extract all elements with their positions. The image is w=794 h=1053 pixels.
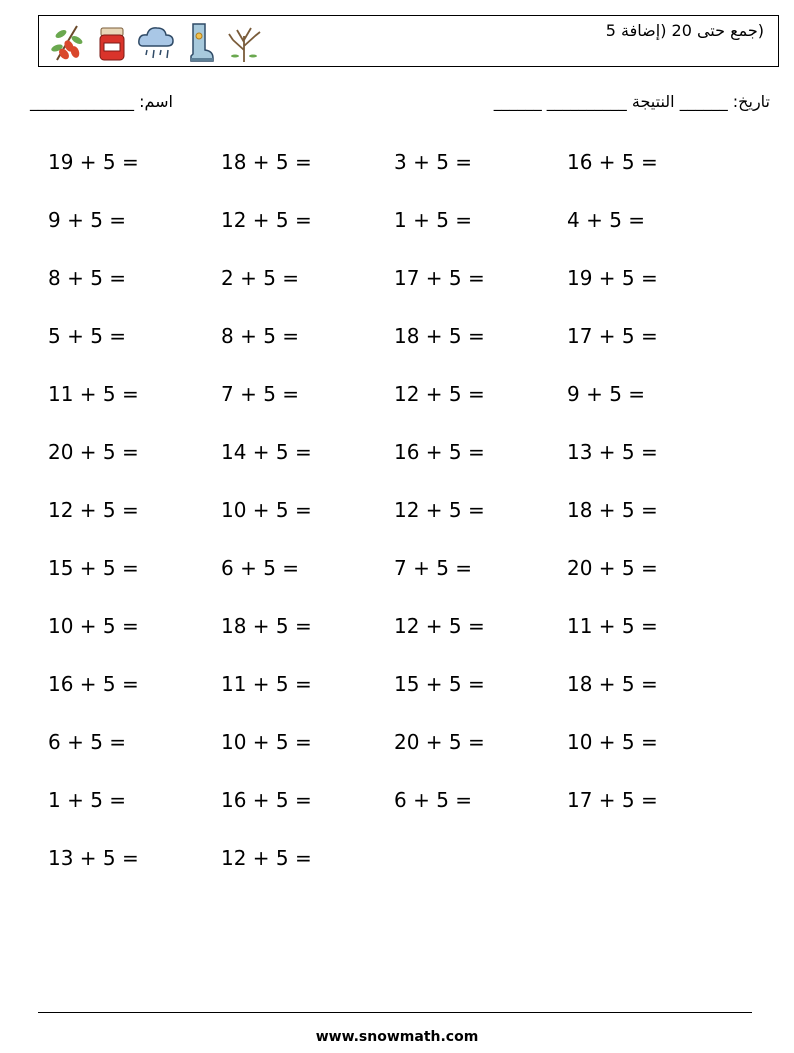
- header-box: [38, 15, 779, 67]
- problem-item: 17 + 5 =: [567, 324, 658, 348]
- problem-item: 18 + 5 =: [221, 150, 312, 174]
- problem-item: 20 + 5 =: [48, 440, 139, 464]
- problem-item: 18 + 5 =: [394, 324, 485, 348]
- problem-item: 1 + 5 =: [48, 788, 127, 812]
- problem-item: 15 + 5 =: [48, 556, 139, 580]
- problem-item: 19 + 5 =: [567, 266, 658, 290]
- problem-item: 16 + 5 =: [221, 788, 312, 812]
- footer-url: www.snowmath.com: [315, 1029, 479, 1045]
- problem-item: 11 + 5 =: [48, 382, 139, 406]
- problem-item: 12 + 5 =: [394, 382, 485, 406]
- problem-item: 9 + 5 =: [567, 382, 646, 406]
- problem-item: 18 + 5 =: [567, 672, 658, 696]
- problem-item: 13 + 5 =: [48, 846, 139, 870]
- problem-item: 18 + 5 =: [221, 614, 312, 638]
- header-icons: [47, 20, 265, 64]
- problem-item: 7 + 5 =: [394, 556, 473, 580]
- problem-item: 9 + 5 =: [48, 208, 127, 232]
- problem-item: 11 + 5 =: [221, 672, 312, 696]
- problem-item: 17 + 5 =: [567, 788, 658, 812]
- problem-item: 12 + 5 =: [221, 846, 312, 870]
- problem-item: 12 + 5 =: [221, 208, 312, 232]
- problem-item: 20 + 5 =: [567, 556, 658, 580]
- problem-item: 18 + 5 =: [567, 498, 658, 522]
- problem-item: 16 + 5 =: [48, 672, 139, 696]
- name-field: اسم: _____________: [30, 92, 173, 111]
- problem-item: 12 + 5 =: [394, 498, 485, 522]
- rosehip-branch-icon: [47, 20, 89, 64]
- worksheet-title: (جمع حتى 20 (إضافة 5: [605, 21, 764, 40]
- jam-jar-icon: [91, 20, 133, 64]
- bare-tree-icon: [223, 20, 265, 64]
- problem-item: 10 + 5 =: [48, 614, 139, 638]
- problem-item: 20 + 5 =: [394, 730, 485, 754]
- problem-item: 4 + 5 =: [567, 208, 646, 232]
- problem-item: 5 + 5 =: [48, 324, 127, 348]
- rain-cloud-icon: [135, 20, 177, 64]
- problem-item: 14 + 5 =: [221, 440, 312, 464]
- problem-item: 10 + 5 =: [221, 498, 312, 522]
- problem-item: 1 + 5 =: [394, 208, 473, 232]
- problem-item: 10 + 5 =: [567, 730, 658, 754]
- problem-item: 7 + 5 =: [221, 382, 300, 406]
- problem-item: 8 + 5 =: [221, 324, 300, 348]
- problem-item: 12 + 5 =: [48, 498, 139, 522]
- problem-item: 16 + 5 =: [567, 150, 658, 174]
- problem-item: 6 + 5 =: [221, 556, 300, 580]
- problem-item: 11 + 5 =: [567, 614, 658, 638]
- problem-item: 12 + 5 =: [394, 614, 485, 638]
- problem-item: 6 + 5 =: [394, 788, 473, 812]
- problem-item: 13 + 5 =: [567, 440, 658, 464]
- problem-item: 15 + 5 =: [394, 672, 485, 696]
- date-score-field: تاريخ: ______ النتيجة __________ ______: [493, 92, 770, 111]
- problem-item: 10 + 5 =: [221, 730, 312, 754]
- problem-item: 2 + 5 =: [221, 266, 300, 290]
- rubber-boot-icon: [179, 20, 221, 64]
- problem-item: 3 + 5 =: [394, 150, 473, 174]
- problem-item: 8 + 5 =: [48, 266, 127, 290]
- problem-item: 6 + 5 =: [48, 730, 127, 754]
- problem-item: 17 + 5 =: [394, 266, 485, 290]
- footer-divider: [38, 1012, 752, 1013]
- problem-item: 16 + 5 =: [394, 440, 485, 464]
- problem-item: 19 + 5 =: [48, 150, 139, 174]
